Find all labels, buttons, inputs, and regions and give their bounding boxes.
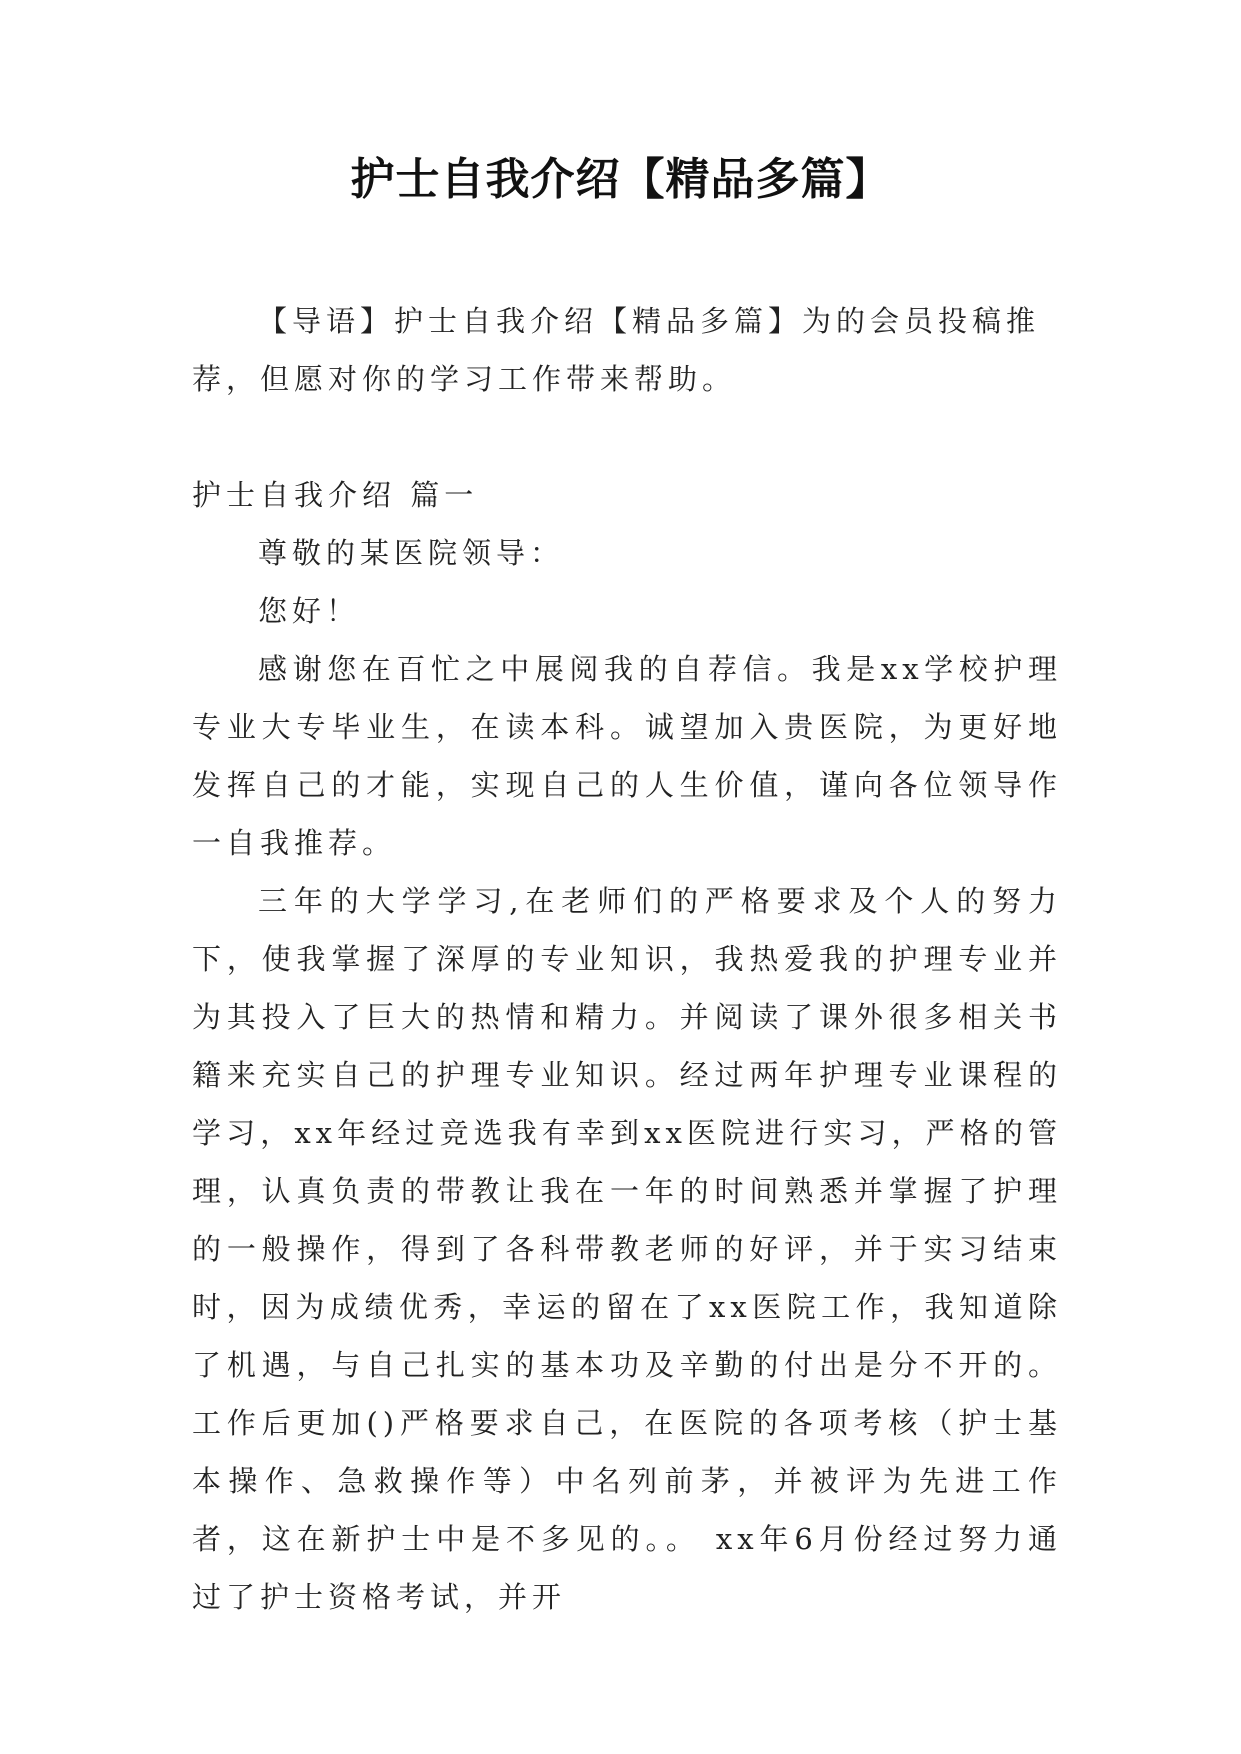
greeting: 您好！ bbox=[258, 594, 361, 628]
section-heading: 护士自我介绍 篇一 bbox=[192, 478, 479, 512]
letter-body bbox=[192, 524, 1062, 1626]
body-paragraph: 三年的大学学习,在老师们的严格要求及个人的努力下，使我掌握了深厚的专业知识，我热爱我的护理专业并为其投入了巨大的热情和精力。并阅读了课外很多相关书籍来充实自己的护理专业知识。经过两年护理专业课程的学习，xx年经过竞选我有幸到xx医院进行实习，严格的管理，认真负责的带教让我在一年的时间熟悉并掌握了护理的一般操作，得到了各科带教老师的好评，并于实习结束时，因为成绩优秀，幸运的留在了xx医院工作，我知道除了机遇，与自己扎实的基本功及辛勤的付出是分不开的。工作后更加()严格要求自己，在医院的各项考核（护士基本操作、急救操作等）中名列前茅，并被评为先进工作者，这在新护士中是不多见的。。 xx年6月份经过努力通过了护士资格考试，并开 bbox=[192, 884, 1062, 1614]
body-paragraph: 感谢您在百忙之中展阅我的自荐信。我是xx学校护理专业大专毕业生，在读本科。诚望加入贵医院，为更好地发挥自己的才能，实现自己的人生价值，谨向各位领导作一自我推荐。 bbox=[192, 652, 1062, 860]
salutation: 尊敬的某医院领导： bbox=[258, 536, 565, 570]
intro-paragraph: 【导语】护士自我介绍【精品多篇】为的会员投稿推荐，但愿对你的学习工作带来帮助。 bbox=[192, 304, 1041, 396]
document-title: 护士自我介绍【精品多篇】 bbox=[350, 154, 891, 205]
